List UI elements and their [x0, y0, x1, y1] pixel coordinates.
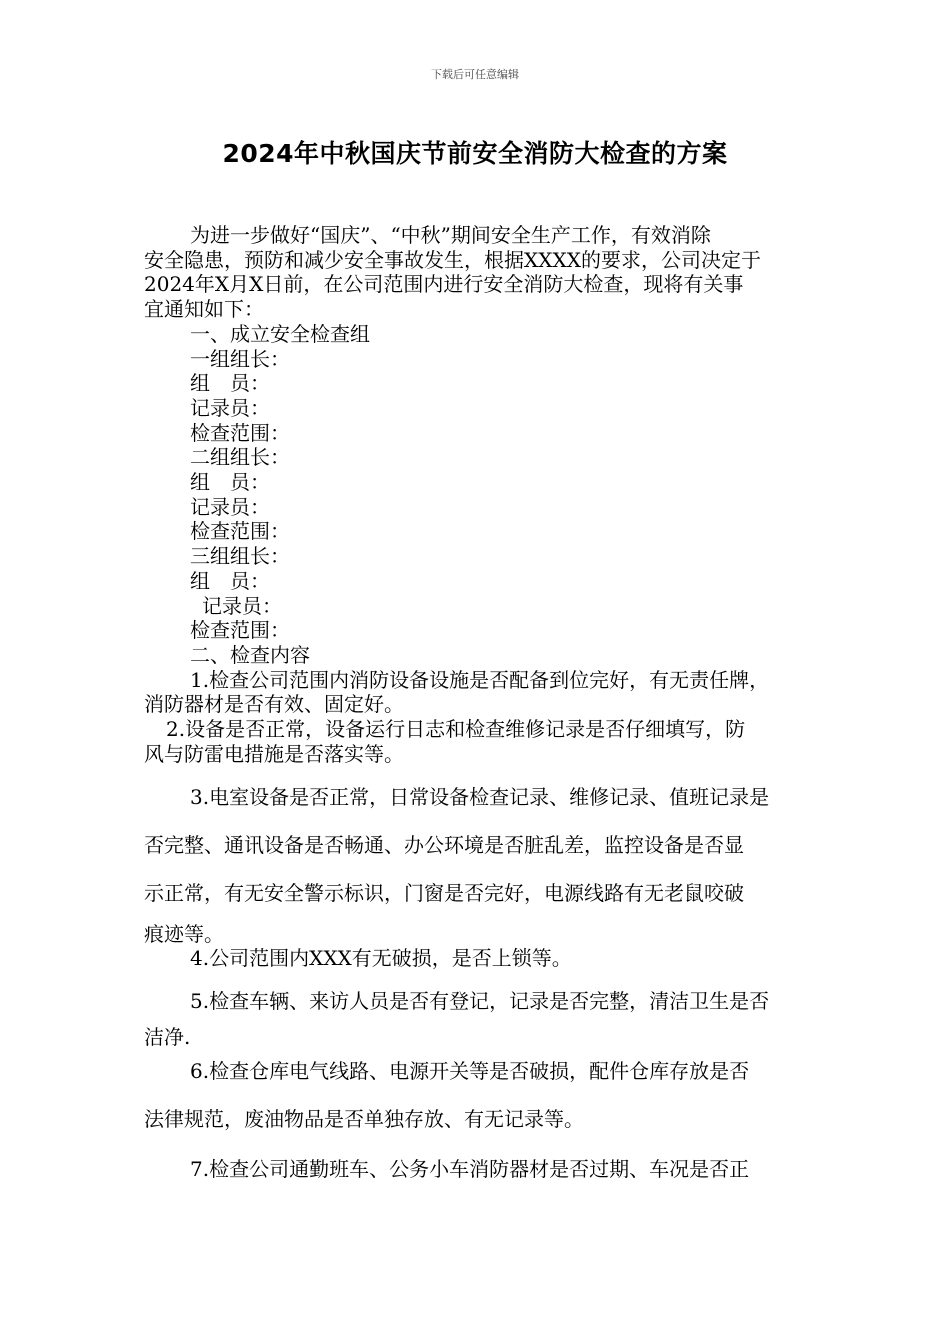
item-line: 示正常，有无安全警示标识，门窗是否完好，电源线路有无老鼠咬破 — [144, 881, 744, 905]
section-heading: 二、检查内容 — [190, 642, 310, 667]
item-3 — [144, 773, 810, 917]
intro-line: 2024年X月X日前，在公司范围内进行安全消防大检查，现将有关事 — [144, 272, 744, 297]
roster-line: 检查范围： — [190, 420, 290, 445]
header-note: 下载后可任意编辑 — [431, 68, 519, 81]
item-line: 6.检查仓库电气线路、电源开关等是否破损，配件仓库存放是否 — [190, 1059, 750, 1083]
item-line: 1.检查公司范围内消防设备设施是否配备到位完好，有无责任牌， — [190, 667, 770, 692]
item-line: 消防器材是否有效、固定好。 — [144, 692, 404, 717]
roster-line: 组 员： — [190, 470, 270, 495]
roster-line: 检查范围： — [190, 519, 290, 544]
intro-and-roster — [144, 223, 810, 766]
item-line: 2.设备是否正常，设备运行日志和检查维修记录是否仔细填写，防 — [166, 717, 746, 742]
roster-line: 一组组长： — [190, 346, 290, 371]
document-title: 2024年中秋国庆节前安全消防大检查的方案 — [222, 139, 728, 168]
intro-line: 为进一步做好“国庆”、“中秋”期间安全生产工作，有效消除 — [190, 223, 711, 247]
intro-line: 安全隐患，预防和减少安全事故发生，根据XXXX的要求，公司决定于 — [144, 247, 761, 272]
roster-line: 记录员： — [190, 494, 270, 519]
section-heading: 一、成立安全检查组 — [190, 321, 370, 346]
item-5 — [144, 983, 810, 1055]
item-3-end — [144, 922, 810, 947]
intro-line: 宜通知如下： — [144, 297, 264, 322]
roster-line: 三组组长： — [190, 544, 290, 569]
roster-line: 组 员： — [190, 371, 270, 396]
roster-line: 记录员： — [202, 593, 282, 618]
item-line: 7.检查公司通勤班车、公务小车消防器材是否过期、车况是否正 — [190, 1157, 750, 1181]
item-line: 法律规范，废油物品是否单独存放、有无记录等。 — [144, 1107, 584, 1131]
item-line: 3.电室设备是否正常，日常设备检查记录、维修记录、值班记录是 — [190, 785, 770, 809]
item-line: 否完整、通讯设备是否畅通、办公环境是否脏乱差，监控设备是否显 — [144, 833, 744, 857]
roster-line: 二组组长： — [190, 445, 290, 470]
roster-line: 记录员： — [190, 395, 270, 420]
item-line: 洁净. — [144, 1025, 191, 1049]
roster-line: 检查范围： — [190, 618, 290, 643]
item-7 — [144, 1145, 810, 1193]
item-line: 4.公司范围内XXX有无破损，是否上锁等。 — [190, 946, 572, 970]
item-line: 风与防雷电措施是否落实等。 — [144, 741, 404, 766]
item-6 — [144, 1047, 810, 1143]
item-line: 痕迹等。 — [144, 922, 224, 946]
item-line: 5.检查车辆、来访人员是否有登记，记录是否完整，清洁卫生是否 — [190, 989, 770, 1013]
item-4 — [144, 946, 810, 971]
roster-line: 组 员： — [190, 568, 270, 593]
